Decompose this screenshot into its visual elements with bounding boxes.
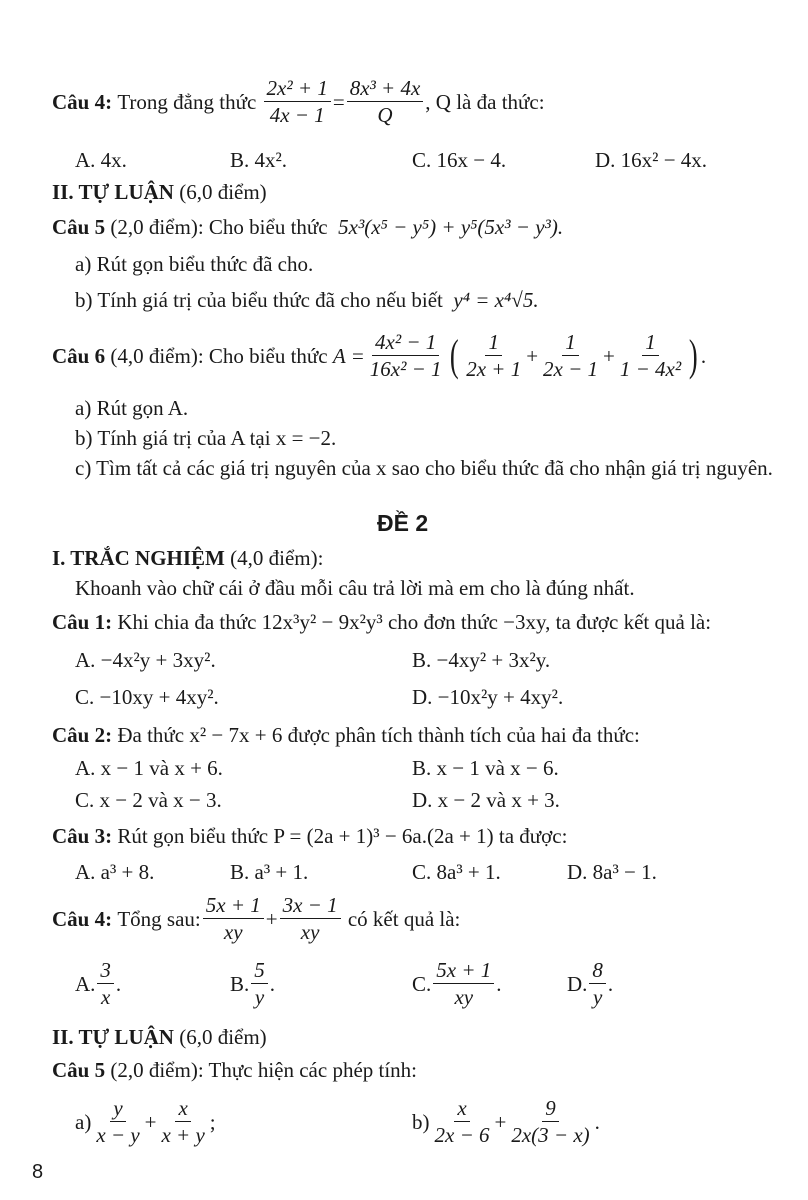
option-b[interactable]: B. 4x². [230, 148, 288, 172]
math-expression: 5x³(x⁵ − y⁵) + y⁵(5x³ − y³). [338, 215, 564, 239]
question-label: Câu 6 [52, 343, 106, 368]
section-points: (6,0 điểm) [179, 180, 267, 204]
option-d[interactable]: D. $\frac{8}{y}$ . [567, 958, 614, 1009]
fraction [264, 78, 331, 126]
option-a[interactable]: A. x − 1 và x + 6. [75, 756, 223, 780]
fraction [280, 895, 341, 943]
section-points: (6,0 điểm) [179, 1025, 267, 1049]
sub-question-label: b) [412, 1109, 430, 1134]
sub-question-b: b) Tính giá trị của A tại x = −2. [75, 426, 337, 450]
fraction [93, 1098, 142, 1146]
fraction [251, 960, 268, 1008]
question-text: (2,0 điểm): Cho biểu thức [110, 215, 328, 239]
fraction [433, 960, 494, 1008]
denominator: xy [454, 985, 474, 1009]
option-c[interactable]: C. −10xy + 4xy². [75, 685, 219, 709]
option-c[interactable]: C. $\frac{5x + 1}{xy}$ . [412, 958, 502, 1009]
option-label: B. [230, 971, 250, 996]
de2-cau1-question [52, 612, 711, 633]
numerator: 8x³ + 4x [347, 78, 424, 102]
numerator: 5 [251, 960, 268, 984]
numerator: 1 [485, 332, 502, 356]
option-c[interactable]: C. 16x − 4. [412, 148, 507, 172]
numerator: 3x − 1 [280, 895, 341, 919]
question-label: Câu 2: [52, 723, 113, 747]
math-expression: y⁴ = x⁴√5. [453, 288, 539, 312]
fraction [203, 895, 264, 943]
denominator: 1 − 4x² [619, 357, 682, 381]
option-a[interactable]: A. $\frac{3}{x}$ . [75, 958, 122, 1009]
option-d[interactable]: D. 8a³ − 1. [567, 860, 657, 884]
option-a[interactable]: A. 4x. [75, 148, 127, 172]
section-title: II. TỰ LUẬN [52, 1025, 174, 1049]
section-heading [52, 1027, 267, 1048]
question-tail: có kết quả là: [347, 906, 461, 931]
fraction [540, 332, 601, 380]
de1-cau6-question: Câu 6 (4,0 điểm): Cho biểu thức A = $\frac{\text{4x² − 1}}{\text{16x² − 1}}$ ( $\frac{1}{2x + 1}$ + $\frac{1}{2x - 1}$ + $\frac{1}{\text{1 − 4x²}}$ ) . [52, 330, 707, 381]
numerator: x [454, 1098, 469, 1122]
option-b[interactable]: B. x − 1 và x − 6. [412, 756, 559, 780]
fraction [367, 332, 445, 380]
section-heading [52, 548, 323, 569]
option-b[interactable]: B. $\frac{5}{y}$ . [230, 958, 276, 1009]
question-tail: , Q là đa thức: [425, 89, 545, 114]
numerator: 5x + 1 [433, 960, 494, 984]
numerator: x [175, 1098, 190, 1122]
denominator: 2x − 1 [543, 357, 599, 381]
option-a[interactable]: A. a³ + 8. [75, 860, 155, 884]
sub-question-label: a) [75, 1109, 92, 1134]
numerator: 1 [642, 332, 659, 356]
denominator: 2x − 6 [434, 1123, 490, 1147]
question-text: (2,0 điểm): Thực hiện các phép tính: [110, 1058, 418, 1082]
denominator: xy [223, 920, 243, 944]
option-a[interactable]: A. −4x²y + 3xy². [75, 648, 216, 672]
section-title: II. TỰ LUẬN [52, 180, 174, 204]
math-lhs: A = [332, 343, 365, 368]
sub-question-text: b) Tính giá trị của biểu thức đã cho nếu biết [75, 288, 443, 312]
question-text: Đa thức x² − 7x + 6 được phân tích thành tích của hai đa thức: [117, 723, 640, 747]
sub-question-a: a) Rút gọn biểu thức đã cho. [75, 252, 314, 276]
question-label: Câu 5 [52, 215, 106, 239]
denominator: 2x(3 − x) [511, 1123, 590, 1147]
de2-cau4-question: Câu 4: Tổng sau: $\frac{5x + 1}{xy}$ + $\frac{3x - 1}{xy}$ có kết quả là: [52, 893, 461, 944]
sub-question-b: b) $\frac{x}{2x - 6}$ + $\frac{9}{2x(3 - x)}$ . [412, 1096, 600, 1147]
option-c[interactable]: C. 8a³ + 1. [412, 860, 501, 884]
sub-question-a: a) $\frac{y}{x - y}$ + $\frac{x}{x + y}$ ; [75, 1096, 216, 1147]
fraction [158, 1098, 207, 1146]
option-b[interactable]: B. a³ + 1. [230, 860, 309, 884]
option-c[interactable]: C. x − 2 và x − 3. [75, 788, 222, 812]
denominator: y [254, 985, 265, 1009]
de2-cau5-question [52, 1060, 417, 1081]
numerator: 9 [542, 1098, 559, 1122]
denominator: 16x² − 1 [369, 357, 442, 381]
denominator: 4x − 1 [269, 103, 325, 127]
numerator: 5x + 1 [203, 895, 264, 919]
option-d[interactable]: D. −10x²y + 4xy². [412, 685, 564, 709]
numerator: 8 [589, 960, 606, 984]
denominator: x − y [96, 1123, 140, 1147]
sub-question-c: c) Tìm tất cả các giá trị nguyên của x sao cho biểu thức đã cho nhận giá trị nguyên. [75, 456, 773, 480]
question-label: Câu 3: [52, 824, 113, 848]
fraction [463, 332, 524, 380]
denominator: 2x + 1 [466, 357, 522, 381]
option-label: A. [75, 971, 96, 996]
denominator: Q [377, 103, 393, 127]
section-points: (4,0 điểm): [230, 546, 324, 570]
numerator: 4x² − 1 [372, 332, 439, 356]
sub-question-a: a) Rút gọn A. [75, 396, 189, 420]
denominator: x + y [161, 1123, 205, 1147]
section-title: I. TRẮC NGHIỆM [52, 546, 225, 570]
question-label: Câu 4: [52, 89, 113, 114]
fraction [617, 332, 684, 380]
exam-title: ĐỀ 2 [377, 510, 429, 536]
instruction: Khoanh vào chữ cái ở đầu mỗi câu trả lời mà em cho là đúng nhất. [75, 576, 635, 600]
question-label: Câu 4: [52, 906, 113, 931]
option-label: D. [567, 971, 588, 996]
question-label: Câu 1: [52, 610, 113, 634]
question-text: (4,0 điểm): Cho biểu thức [110, 343, 328, 368]
question-label: Câu 5 [52, 1058, 106, 1082]
de1-cau4-question: Câu 4: Trong đẳng thức $\frac{\text{2x² + 1}}{4x - 1}$ = $\frac{\text{8x³ + 4x}}{Q}$ , Q là đa thức: [52, 76, 545, 127]
section-heading [52, 182, 267, 203]
denominator: x [101, 985, 111, 1009]
option-d[interactable]: D. x − 2 và x + 3. [412, 788, 560, 812]
question-text: Trong đẳng thức [117, 89, 257, 114]
question-text: Khi chia đa thức 12x³y² − 9x²y³ cho đơn thức −3xy, ta được kết quả là: [117, 610, 712, 634]
fraction [508, 1098, 592, 1146]
de2-cau3-question [52, 826, 567, 847]
numerator: 1 [562, 332, 579, 356]
question-text: Rút gọn biểu thức P = (2a + 1)³ − 6a.(2a + 1) ta được: [117, 824, 568, 848]
numerator: 2x² + 1 [264, 78, 331, 102]
question-text: Tổng sau: [117, 906, 201, 931]
de1-cau5-question [52, 217, 563, 238]
option-d[interactable]: D. 16x² − 4x. [595, 148, 708, 172]
fraction [589, 960, 606, 1008]
page-number: 8 [32, 1161, 44, 1183]
numerator: 3 [97, 960, 114, 984]
sub-question-b [75, 290, 539, 311]
fraction [347, 78, 424, 126]
de2-cau2-question [52, 725, 640, 746]
option-b[interactable]: B. −4xy² + 3x²y. [412, 648, 551, 672]
denominator: xy [300, 920, 320, 944]
fraction [97, 960, 114, 1008]
option-label: C. [412, 971, 432, 996]
denominator: y [593, 985, 603, 1009]
fraction [432, 1098, 493, 1146]
numerator: y [110, 1098, 125, 1122]
